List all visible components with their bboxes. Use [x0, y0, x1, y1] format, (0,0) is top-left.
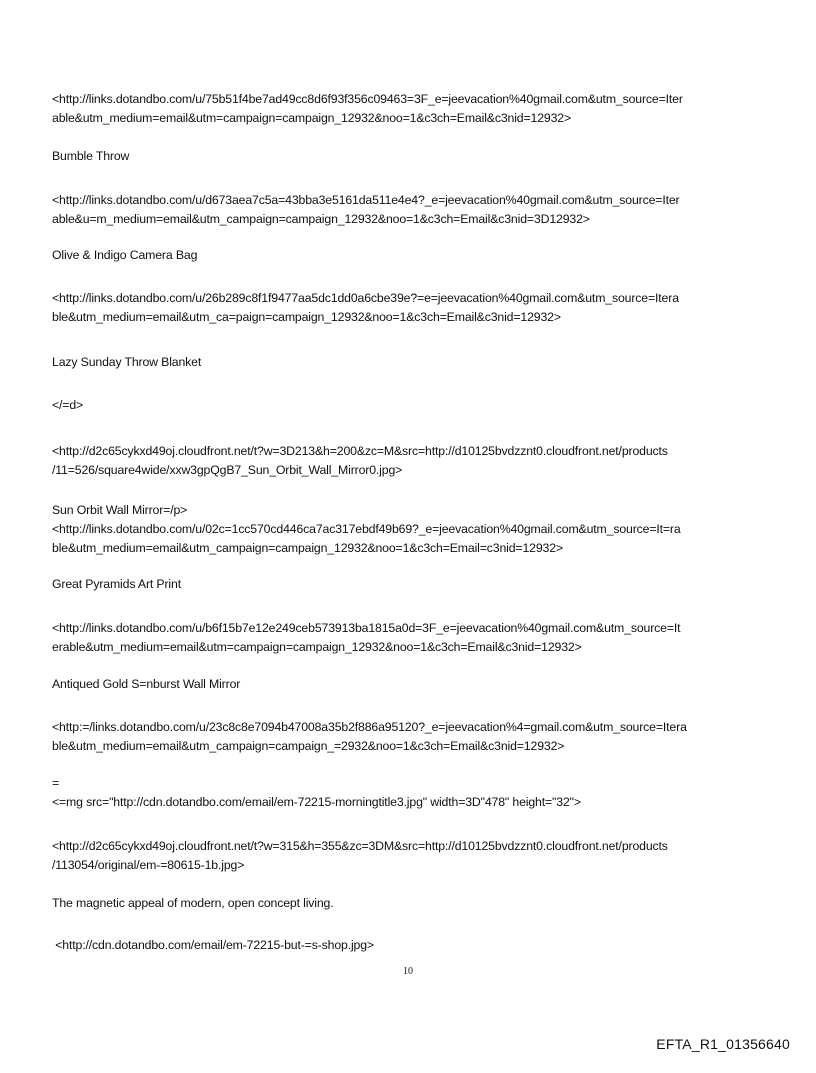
image-url-text: <http://d2c65cykxd49oj.cloudfront.net/t?w=315&h=355&zc=3DM&src=http://d10125bvdzznt0.cloudfront.net/products /113054/original/em-=80615-1b.jpg> — [52, 839, 668, 872]
tagline-text: The magnetic appeal of modern, open concept living. — [52, 896, 334, 910]
product-name: Great Pyramids Art Print — [52, 577, 181, 591]
product-name: Bumble Throw — [52, 149, 130, 163]
product-name: Antiqued Gold S=nburst Wall Mirror — [52, 677, 241, 691]
bates-number: EFTA_R1_01356640 — [656, 1036, 790, 1052]
link-text: <http:=/links.dotandbo.com/u/23c8c8e7094b47008a35b2f886a95120?_e=jeevacation%4=gmail.com&utm_source=Itera ble&utm_medium=email&utm_campaign=campaign_=2932&noo=1&c3ch=Email&c3nid=12932> — [52, 720, 687, 753]
page-number: 10 — [403, 966, 413, 977]
link-text: <http://links.dotandbo.com/u/75b51f4be7ad49cc8d6f93f356c09463=3F_e=jeevacation%40gmail.com&utm_source=Iter able&utm_medium=email&utm=campaign=campaign_12932&noo=1&c3ch=Email&c3nid=12932> — [52, 92, 683, 125]
link-text: <http://links.dotandbo.com/u/b6f15b7e12e249ceb573913ba1815a0d=3F_e=jeevacation%40gmail.com&utm_source=It erable&utm_medium=email&utm=campaign=campaign_12932&noo=1&c3ch=Email&c3nid=12932> — [52, 621, 681, 654]
image-url-text: <http://d2c65cykxd49oj.cloudfront.net/t?w=3D213&h=200&zc=M&src=http://d10125bvdzznt0.cloudfront.net/products /11=526/square4wide/xxw3gpQgB7_Sun_Orbit_Wall_Mirror0.jpg> — [52, 444, 668, 477]
product-name: Olive & Indigo Camera Bag — [52, 248, 198, 262]
markup-text: = <=mg src="http://cdn.dotandbo.com/email/em-72215-morningtitle3.jpg" width=3D"478" height="32"> — [52, 776, 581, 809]
product-name: Lazy Sunday Throw Blanket — [52, 355, 202, 369]
link-text: <http://links.dotandbo.com/u/d673aea7c5a=43bba3e5161da511e4e4?_e=jeevacation%40gmail.com&utm_source=Iter able&u=m_medium=email&utm_campaign=campaign_12932&noo=1&c3ch=Email&c3nid=3D12932> — [52, 193, 680, 226]
markup-text: </=d> — [52, 398, 84, 412]
link-text: <http://links.dotandbo.com/u/26b289c8f1f9477aa5dc1dd0a6cbe39e?=e=jeevacation%40gmail.com&utm_source=Itera ble&utm_medium=email&utm_ca=paign=campaign_12932&noo=1&c3ch=Email&c3nid=12932> — [52, 291, 679, 324]
image-url-text: <http://cdn.dotandbo.com/email/em-72215-but-=s-shop.jpg> — [52, 938, 374, 952]
product-link-text: Sun Orbit Wall Mirror=/p> <http://links.dotandbo.com/u/02c=1cc570cd446ca7ac317ebdf49b69?_e=jeevacation%40gmail.com&utm_source=It=ra ble&utm_medium=email&utm_campaign=campaign_12932&noo=1&c3ch=Email=c3nid=12932> — [52, 503, 681, 555]
